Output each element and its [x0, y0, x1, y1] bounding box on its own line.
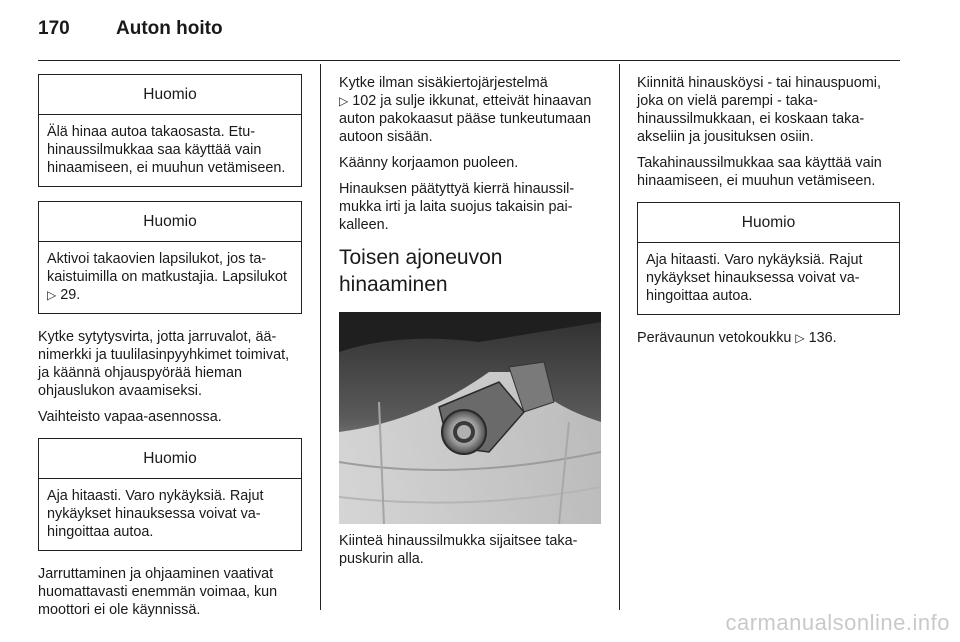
notice-box — [38, 74, 302, 187]
paragraph: Kiinnitä hinausköysi - tai hinauspuomi, joka on vielä parempi - takahinaussilmukkaan, ei koskaan takaakseliin ja jousituksen osiin. — [637, 75, 881, 145]
page-ref-arrow-icon: ▷ — [47, 288, 57, 302]
notice-title: Huomio — [39, 75, 301, 115]
notice-text: Aja hitaasti. Varo nykäyksiä. Rajut nykäykset hinauksessa voivat vahingoittaa autoa. — [47, 488, 264, 540]
tow-eye-photo — [339, 312, 601, 524]
page-ref-arrow-icon: ▷ — [795, 331, 805, 345]
column-divider-1 — [320, 64, 321, 610]
column-1 — [38, 74, 302, 627]
header-rule — [38, 60, 900, 61]
paragraph: Käänny korjaamon puoleen. — [339, 155, 519, 171]
notice-box — [637, 202, 900, 315]
photo-caption: Kiinteä hinaussilmukka sijaitsee takapuskurin alla. — [339, 533, 578, 567]
notice-text: Aja hitaasti. Varo nykäyksiä. Rajut nykäykset hinauksessa voivat vahingoittaa autoa. — [646, 252, 863, 304]
notice-box — [38, 201, 302, 314]
paragraph: Vaihteisto vapaa-asennossa. — [38, 409, 222, 425]
column-2 — [339, 74, 601, 576]
column-3 — [637, 74, 900, 355]
notice-box — [38, 438, 302, 551]
column-divider-2 — [619, 64, 620, 610]
notice-title: Huomio — [39, 202, 301, 242]
page-title: Auton hoito — [116, 18, 223, 39]
paragraph: Takahinaussilmukkaa saa käyttää vain hinaamiseen, ei muuhun vetämiseen. — [637, 155, 882, 189]
notice-title: Huomio — [39, 439, 301, 479]
paragraph: Kytke ilman sisäkiertojärjestelmä ▷ 102 ja sulje ikkunat, etteivät hinaavan auton pakokaasut pääse tunkeutumaan autoon sisään. — [339, 75, 592, 145]
paragraph: Kytke sytytysvirta, jotta jarruvalot, äänimerkki ja tuulilasinpyyhkimet toimivat, ja käännä ohjauspyörää hieman ohjauslukon avaamiseksi. — [38, 329, 290, 399]
page-ref-arrow-icon: ▷ — [339, 94, 349, 108]
page-ref-link[interactable]: 29. — [60, 287, 81, 303]
watermark: carmanualsonline.info — [725, 610, 950, 635]
paragraph: Perävaunun vetokoukku ▷ 136. — [637, 330, 837, 346]
notice-title: Huomio — [638, 203, 899, 243]
page-ref-link[interactable]: 136. — [808, 330, 837, 346]
page-header — [38, 18, 223, 40]
section-heading: Toisen ajoneuvon hinaaminen — [339, 246, 503, 296]
paragraph: Jarruttaminen ja ohjaaminen vaativat huomattavasti enemmän voimaa, kun moottori ei ole käynnissä. — [38, 566, 278, 618]
notice-text: Aktivoi takaovien lapsilukot, jos takaistuimilla on matkustajia. Lapsilukot ▷ 29. — [47, 251, 287, 303]
page-number: 170 — [38, 18, 70, 39]
notice-text: Älä hinaa autoa takaosasta. Etuhinaussilmukkaa saa käyttää vain hinaamiseen, ei muuhun vetämiseen. — [47, 124, 286, 176]
paragraph: Hinauksen päätyttyä kierrä hinaussilmukka irti ja laita suojus takaisin paikalleen. — [339, 181, 575, 233]
